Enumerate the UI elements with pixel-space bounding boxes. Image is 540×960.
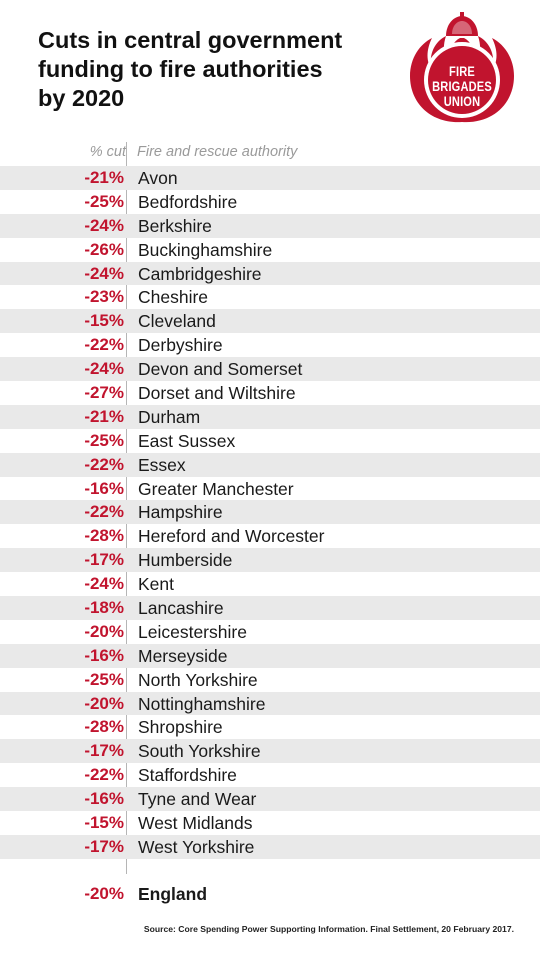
table-row bbox=[0, 668, 540, 692]
table-row bbox=[0, 763, 540, 787]
table-row bbox=[0, 715, 540, 739]
fbu-logo bbox=[402, 12, 522, 130]
row-pct: -20% bbox=[84, 621, 124, 641]
row-name: Kent bbox=[138, 574, 174, 595]
row-pct: -16% bbox=[84, 645, 124, 665]
row-pct: -24% bbox=[84, 359, 124, 379]
table-row bbox=[0, 739, 540, 763]
row-name: Cambridgeshire bbox=[138, 263, 262, 284]
row-pct: -25% bbox=[84, 669, 124, 689]
table-row bbox=[0, 596, 540, 620]
row-name: Avon bbox=[138, 168, 178, 188]
table-row bbox=[0, 429, 540, 453]
row-name: Bedfordshire bbox=[138, 191, 238, 212]
table-row bbox=[0, 811, 540, 835]
table-row bbox=[0, 477, 540, 501]
row-name: Lancashire bbox=[138, 598, 224, 619]
row-name: West Midlands bbox=[138, 813, 253, 834]
row-pct: -26% bbox=[84, 239, 124, 259]
row-name: Nottinghamshire bbox=[138, 693, 266, 714]
row-pct: -22% bbox=[84, 765, 124, 785]
table-row bbox=[0, 453, 540, 477]
row-name: Durham bbox=[138, 406, 201, 427]
data-table bbox=[0, 166, 540, 859]
total-pct: -20% bbox=[84, 884, 124, 903]
total-row bbox=[0, 881, 540, 907]
row-name: Devon and Somerset bbox=[138, 359, 303, 380]
table-row bbox=[0, 835, 540, 859]
row-pct: -22% bbox=[84, 502, 124, 522]
row-name: Buckinghamshire bbox=[138, 239, 273, 260]
row-pct: -21% bbox=[84, 168, 124, 187]
row-name: East Sussex bbox=[138, 430, 236, 451]
table-row bbox=[0, 548, 540, 572]
row-name: Merseyside bbox=[138, 645, 228, 666]
logo-text: UNION bbox=[443, 94, 481, 109]
table-row bbox=[0, 309, 540, 333]
table-row bbox=[0, 285, 540, 309]
title-line: by 2020 bbox=[38, 85, 125, 111]
table-row bbox=[0, 333, 540, 357]
column-header-pct: % cut bbox=[89, 144, 126, 160]
row-pct: -18% bbox=[84, 598, 124, 618]
row-name: Shropshire bbox=[138, 717, 223, 738]
row-pct: -15% bbox=[84, 311, 124, 331]
row-name: Berkshire bbox=[138, 215, 212, 236]
row-pct: -24% bbox=[84, 215, 124, 235]
row-pct: -23% bbox=[84, 287, 124, 307]
table-row bbox=[0, 214, 540, 238]
row-name: Essex bbox=[138, 454, 186, 475]
row-name: West Yorkshire bbox=[138, 836, 255, 857]
logo-text: BRIGADES bbox=[432, 79, 492, 94]
table-row bbox=[0, 405, 540, 429]
row-pct: -28% bbox=[84, 717, 124, 737]
row-name: Hampshire bbox=[138, 502, 223, 523]
row-pct: -22% bbox=[84, 335, 124, 355]
row-pct: -17% bbox=[84, 836, 124, 856]
table-row bbox=[0, 238, 540, 262]
row-pct: -25% bbox=[84, 430, 124, 450]
table-row bbox=[0, 500, 540, 524]
table-row bbox=[0, 644, 540, 668]
row-pct: -16% bbox=[84, 478, 124, 498]
row-pct: -27% bbox=[84, 383, 124, 403]
row-pct: -24% bbox=[84, 263, 124, 283]
row-name: Dorset and Wiltshire bbox=[138, 383, 296, 404]
row-pct: -24% bbox=[84, 574, 124, 594]
table-row bbox=[0, 166, 540, 190]
row-pct: -17% bbox=[84, 741, 124, 761]
title-line: Cuts in central government bbox=[38, 27, 343, 53]
row-name: Humberside bbox=[138, 550, 233, 571]
row-name: Tyne and Wear bbox=[138, 789, 257, 810]
page-title bbox=[38, 26, 388, 113]
row-pct: -20% bbox=[84, 693, 124, 713]
row-name: Hereford and Worcester bbox=[138, 526, 325, 547]
row-pct: -21% bbox=[84, 406, 124, 426]
row-name: Derbyshire bbox=[138, 335, 223, 356]
row-name: Cleveland bbox=[138, 311, 216, 332]
table-row bbox=[0, 787, 540, 811]
table-row bbox=[0, 190, 540, 214]
row-pct: -22% bbox=[84, 454, 124, 474]
table-row bbox=[0, 262, 540, 286]
row-pct: -16% bbox=[84, 789, 124, 809]
row-name: Cheshire bbox=[138, 287, 209, 308]
row-name: Staffordshire bbox=[138, 765, 237, 786]
source-note: Source: Core Spending Power Supporting Information. Final Settlement, 20 February 2017. bbox=[143, 924, 514, 934]
table-row bbox=[0, 620, 540, 644]
logo-text: FIRE bbox=[449, 64, 475, 79]
table-row bbox=[0, 381, 540, 405]
row-pct: -15% bbox=[84, 813, 124, 833]
table-row bbox=[0, 692, 540, 716]
row-pct: -25% bbox=[84, 191, 124, 211]
column-header-name: Fire and rescue authority bbox=[137, 144, 298, 160]
row-name: Greater Manchester bbox=[138, 478, 294, 499]
row-pct: -17% bbox=[84, 550, 124, 570]
row-name: South Yorkshire bbox=[138, 741, 261, 762]
total-name: England bbox=[138, 884, 208, 904]
row-pct: -28% bbox=[84, 526, 124, 546]
row-name: Leicestershire bbox=[138, 621, 247, 642]
table-row bbox=[0, 357, 540, 381]
table-row bbox=[0, 572, 540, 596]
table-header bbox=[0, 140, 540, 164]
row-name: North Yorkshire bbox=[138, 669, 258, 690]
title-line: funding to fire authorities bbox=[38, 56, 323, 82]
table-row bbox=[0, 524, 540, 548]
